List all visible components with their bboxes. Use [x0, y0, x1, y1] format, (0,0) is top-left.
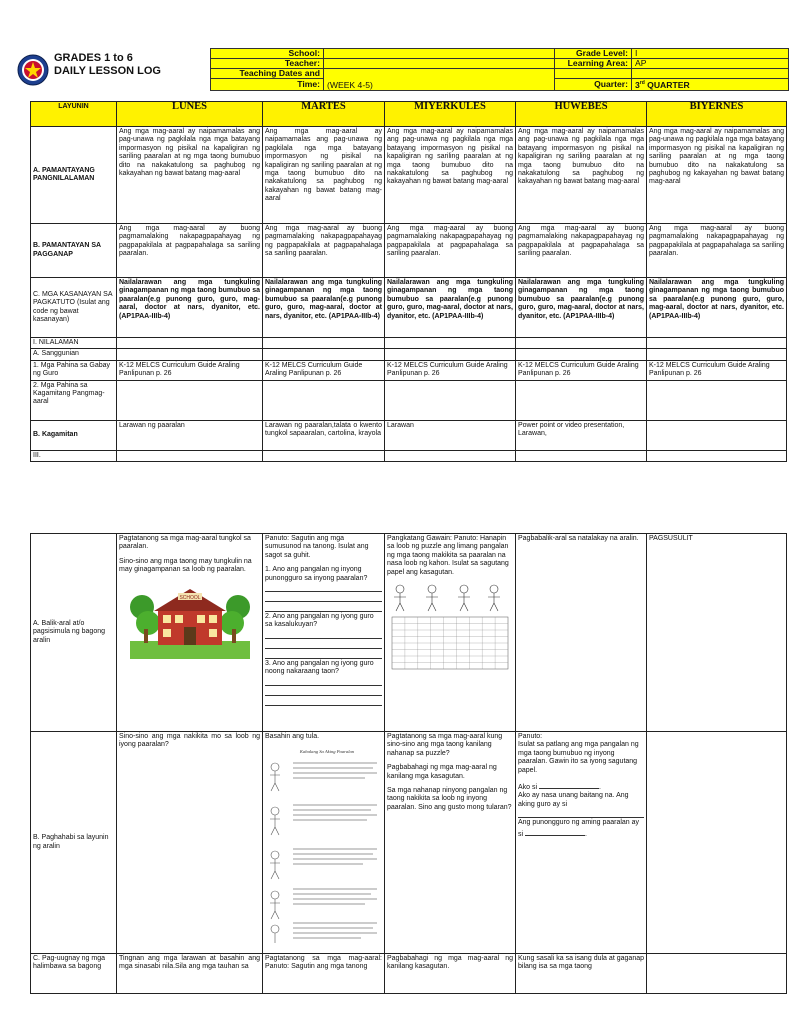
quarter-value: 3rd QUARTER: [632, 79, 789, 91]
day-header-martes: MARTES: [263, 102, 385, 127]
question-2: 2. Ano ang pangalan ng iyong guro sa kasalukuyan?: [265, 613, 374, 629]
answer-line[interactable]: [265, 583, 382, 592]
cell-huwebes: [516, 534, 647, 732]
cell-text: Nailalarawan ang mga tungkuling ginagampanan ng mga taong bumubuo sa paaralan(e.g punong guro, guro, mag-aaral, doctor at nars, dyanitor, etc. (AP1PAA-IIIb-4): [516, 278, 647, 338]
cell-text: Nailalarawan ang mga tungkuling ginagampanan ng mga taong bumubuo sa paaralan(e.g punong guro, guro, mag-aaral, doctor at nars, dyanitor, etc. (AP1PAA-IIIb-4): [263, 278, 385, 338]
cell-text: Sa mga nahanap ninyong pangalan ng taong nakikita sa loob ng inyong paaralan. Sino ang gusto mong tularan?: [387, 787, 512, 811]
row-balik-aral: [31, 534, 787, 732]
cell-text: Pagtatanong sa mga mag-aaral: Panuto: Sagutin ang mga tanong: [263, 954, 385, 994]
cell-text: Isulat sa patlang ang mga pangalan ng mga taong bumubuo ng inyong paaralan. Gawin ito sa iyong sagutang papel.: [518, 741, 639, 774]
cell-text: Pangkatang Gawain: Panuto: Hanapin sa loob ng puzzle ang limang pangalan ng mga taong makikita sa paaralan na nasa loob ng kahon. Isulat sa sagutang papel ang kasagutan.: [387, 535, 509, 576]
cell-text: Ang mga mag-aaral ay buong pagmamalaking nakapagpapahayag ng pagpapakilala at pagpapahalaga sa sariling paaralan.: [117, 224, 263, 278]
cell-text: Pagbabahagi ng mga mag-aaral ng kanilang kasagutan.: [385, 954, 516, 994]
fill-blank: Ang punongguro ng aming paaralan ay si .: [518, 819, 640, 838]
cell-text: Sino-sino ang mga nakikita mo sa loob ng iyong paaralan?: [117, 732, 263, 954]
row-label: 2. Mga Pahina sa Kagamitang Pangmag-aaral: [31, 380, 117, 420]
cell-text: Power point or video presentation, Larawan,: [516, 420, 647, 450]
cell-text: Panuto: Sagutin ang mga sumusunod na tanong. Isulat ang sagot sa guhit.: [265, 535, 369, 559]
school-sign-text: SCHOOL: [178, 594, 201, 601]
answer-line[interactable]: [265, 593, 382, 602]
cell-text: Kung sasali ka sa isang dula at gaganap bilang isa sa mga taong: [516, 954, 647, 994]
cell-miyerkules: [385, 732, 516, 954]
poem-title: Kabalang Sa Aking Paaralan: [299, 749, 355, 755]
answer-line[interactable]: [265, 697, 382, 706]
cell-text: Ang mga mag-aaral ay naipamamalas ang pag-unawa ng pagkilala nga mga batayang impormasyon ng pisikal na kapaligiran ng sariling paaralan at ng mga taong bumubuo dito na nakakatulong sa paghubog ng kakayahan ng bawat batang mag-aaral: [385, 127, 516, 224]
word-search-puzzle-illustration: [388, 581, 512, 671]
row-iii: [31, 450, 787, 461]
cell-text: Sino-sino ang mga taong may tungkulin na may ginagampanan sa loob ng paaralan.: [119, 557, 252, 574]
answer-line[interactable]: [265, 687, 382, 696]
row-label: A. Sanggunian: [31, 349, 117, 360]
day-header-lunes: LUNES: [117, 102, 263, 127]
cell-text: PAGSUSULIT: [649, 535, 693, 542]
cell-text: Larawan: [385, 420, 516, 450]
cell-text: K-12 MELCS Curriculum Guide Araling Panlipunan p. 26: [385, 360, 516, 380]
teacher-label: Teacher:: [211, 59, 324, 69]
row-label: C. Pag-uugnay ng mga halimbawa sa bagong: [31, 954, 117, 994]
cell-text: Panuto:: [518, 733, 543, 740]
teacher-value: [324, 59, 555, 69]
cell-martes: [263, 534, 385, 732]
grade-label: Grade Level:: [555, 49, 632, 59]
row-label: I. NILALAMAN: [31, 338, 117, 349]
answer-line[interactable]: [539, 781, 599, 789]
cell-text: Pagtatanong sa mga mag-aaral tungkol sa paaralan.: [119, 535, 251, 551]
cell-text: Pagbabalik-aral sa natalakay na aralin.: [518, 535, 639, 542]
cell-text: Ang mga mag-aaral ay naipamamalas ang pag-unawa ng pagkilala nga mga batayang impormasyon ng pisikal na kapaligiran ng sariling paaralan at ng mga taong bumubuo dito na nakakatulong sa paghubog ng kakayahan ng bawat batang mag-aaral: [263, 127, 385, 224]
header: [10, 48, 800, 92]
deped-seal-icon: [17, 54, 49, 86]
question-3: 3. Ano ang pangalan ng iyong guro noong nakaraang taon?: [265, 659, 374, 676]
answer-line[interactable]: [525, 828, 585, 836]
row-pamantayang-pangnilalaman: [31, 127, 787, 224]
header-info-table: [210, 48, 789, 91]
document-title: [54, 52, 161, 78]
cell-text: Nailalarawan ang mga tungkuling ginagampanan ng mga taong bumubuo sa paaralan(e.g punong guro, guro, mag-aaral, doctor at nars, dyanitor, etc. (AP1PAA-IIIb-4): [117, 278, 263, 338]
row-sanggunian: [31, 349, 787, 360]
cell-text: Ang mga mag-aaral ay buong pagmamalaking nakapagpapahayag ng pagpapakilala at pagpapahalaga sa sariling paaralan.: [647, 224, 787, 278]
row-label: III.: [31, 450, 117, 461]
day-header-biyernes: BIYERNES: [647, 102, 787, 127]
answer-line[interactable]: [265, 603, 382, 612]
cell-text: Basahin ang tula.: [265, 733, 320, 740]
row-label: C. MGA KASANAYAN SA PAGKATUTO (Isulat ang code ng bawat kasanayan): [31, 278, 117, 338]
cell-text: Ang mga mag-aaral ay buong pagmamalaking nakapagpapahayag ng pagpapakilala at pagpapahalaga sa sariling paaralan.: [385, 224, 516, 278]
cell-text: Larawan ng paaralan,talata o kwento tungkol sapaaralan, cartolina, krayola: [263, 420, 385, 450]
cell-biyernes: [647, 534, 787, 732]
cell-huwebes: [516, 732, 647, 954]
fill-blank: Ako si .: [518, 781, 644, 792]
cell-text: Ang mga mag-aaral ay naipamamalas ang pag-unawa ng pagkilala nga mga batayang impormasyon ng pisikal na kapaligiran ng sariling paaralan at ng mga taong bumubuo dito na nakakatulong sa paghubog ng kakayahan ng bawat batang mag-aaral: [117, 127, 263, 224]
answer-line[interactable]: [265, 640, 382, 649]
bottom-grid: [30, 533, 787, 994]
row-pag-uugnay: [31, 954, 787, 994]
fill-blank: Ako ay nasa unang baitang na. Ang aking guro ay si: [518, 792, 629, 808]
grade-value: I: [632, 49, 789, 59]
question-1: 1. Ano ang pangalan ng inyong punongguro sa inyong paaralan?: [265, 566, 368, 582]
layunin-header: LAYUNIN: [31, 102, 117, 127]
cell-text: K-12 MELCS Curriculum Guide Araling Panlipunan p. 26: [516, 360, 647, 380]
dates-label-2: Time:: [211, 79, 324, 91]
dates-value: (WEEK 4-5): [324, 69, 555, 91]
row-label: A. Balik-aral at/o pagsisimula ng bagong aralin: [31, 534, 117, 732]
dates-label-1: Teaching Dates and: [211, 69, 324, 79]
cell-text: Pagtatanong sa mga mag-aaral kung sino-sino ang mga taong kanilang nahanap sa puzzle?: [387, 733, 503, 757]
row-label: B. PAMANTAYAN SA PAGGANAP: [31, 224, 117, 278]
row-nilalaman: [31, 338, 787, 349]
answer-line[interactable]: [265, 677, 382, 686]
row-kagamitan: [31, 420, 787, 450]
top-grid: [30, 101, 787, 462]
cell-text: K-12 MELCS Curriculum Guide Araling Panlipunan p. 26: [647, 360, 787, 380]
title-line-2: DAILY LESSON LOG: [54, 65, 161, 77]
answer-line[interactable]: [265, 630, 382, 639]
cell-text: Larawan ng paaralan: [117, 420, 263, 450]
answer-line[interactable]: [518, 809, 644, 818]
day-header-row: [31, 102, 787, 127]
school-building-illustration: [130, 579, 250, 659]
cell-text: Nailalarawan ang mga tungkuling ginagampanan ng mga taong bumubuo sa paaralan(e.g punong guro, guro, mag-aaral, doctor at nars, dyanitor, etc. (AP1PAA-IIIb-4): [385, 278, 516, 338]
row-label: 1. Mga Pahina sa Gabay ng Guro: [31, 360, 117, 380]
school-value: [324, 49, 555, 59]
area-value: AP: [632, 59, 789, 69]
cell-text: Pagbabahagi ng mga mag-aaral ng kanilang mga kasagutan.: [387, 764, 497, 780]
cell-text: K-12 MELCS Curriculum Guide Araling Panlipunan p. 26: [263, 360, 385, 380]
cell-text: Ang mga mag-aaral ay buong pagmamalaking nakapagpapahayag ng pagpapakilala at pagpapahalaga sa sariling paaralan.: [263, 224, 385, 278]
row-pamantayan-sa-pagganap: [31, 224, 787, 278]
row-paghahabi: [31, 732, 787, 954]
day-header-huwebes: HUWEBES: [516, 102, 647, 127]
row-label: B. Paghahabi sa layunin ng aralin: [31, 732, 117, 954]
row-kagamitang-pangmag-aaral: [31, 380, 787, 420]
cell-martes: [263, 732, 385, 954]
cell-miyerkules: [385, 534, 516, 732]
answer-line[interactable]: [265, 650, 382, 659]
row-label: A. PAMANTAYANG PANGNILALAMAN: [31, 127, 117, 224]
cell-text: Tingnan ang mga larawan at basahin ang mga sinasabi nila.Sila ang mga tauhan sa: [117, 954, 263, 994]
cell-text: Nailalarawan ang mga tungkuling ginagampanan ng mga taong bumubuo sa paaralan(e.g punong guro, guro, mag-aaral, doctor at nars, dyanitor, etc. (AP1PAA-IIIb-4): [647, 278, 787, 338]
area-label: Learning Area:: [555, 59, 632, 69]
cell-text: Ang mga mag-aaral ay naipamamalas ang pag-unawa ng pagkilala nga mga batayang impormasyon ng pisikal na kapaligiran ng sariling paaralan at ng mga taong bumubuo dito na nakakatulong sa paghubog ng kakayahan ng bawat batang mag-aaral: [647, 127, 787, 224]
row-label: B. Kagamitan: [31, 420, 117, 450]
row-gabay-ng-guro: [31, 360, 787, 380]
row-kasanayan-sa-pagkatuto: [31, 278, 787, 338]
cell-text: Ang mga mag-aaral ay naipamamalas ang pag-unawa ng pagkilala nga mga batayang impormasyon ng pisikal na kapaligiran ng sariling paaralan at ng mga taong bumubuo dito na nakakatulong sa paghubog ng kakayahan ng bawat batang mag-aaral: [516, 127, 647, 224]
title-line-1: GRADES 1 to 6: [54, 52, 133, 64]
day-header-miyerkules: MIYERKULES: [385, 102, 516, 127]
poem-illustration: [265, 745, 383, 945]
cell-text: Ang mga mag-aaral ay buong pagmamalaking nakapagpapahayag ng pagpapakilala at pagpapahalaga sa sariling paaralan.: [516, 224, 647, 278]
school-label: School:: [211, 49, 324, 59]
cell-text: K-12 MELCS Curriculum Guide Araling Panlipunan p. 26: [117, 360, 263, 380]
cell-lunes: [117, 534, 263, 732]
quarter-label: Quarter:: [555, 79, 632, 91]
